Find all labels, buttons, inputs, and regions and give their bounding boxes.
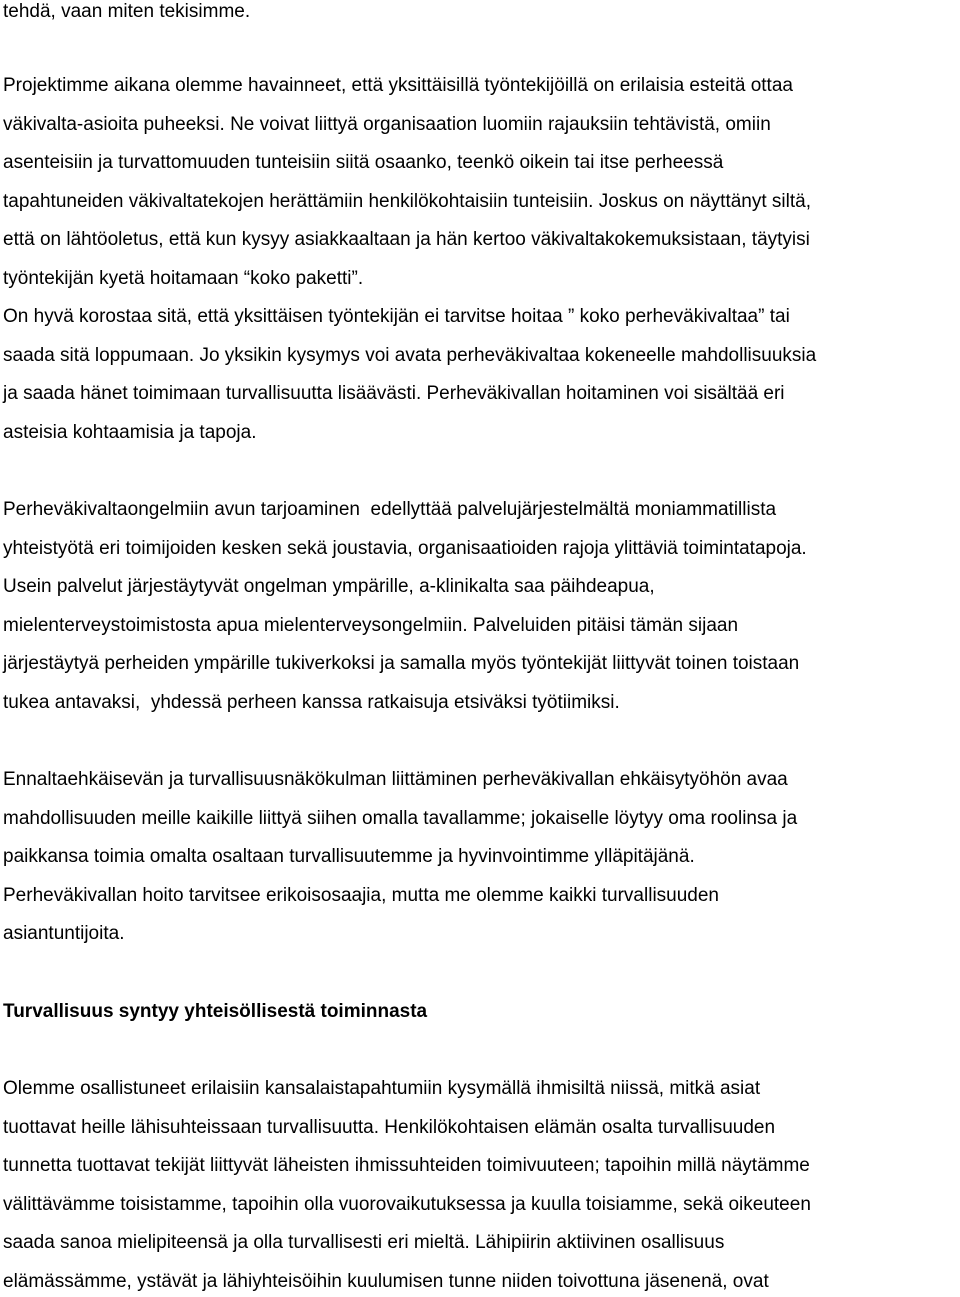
text-line: mahdollisuuden meille kaikille liittyä siihen omalla tavallamme; jokaiselle löytyy oma roolinsa ja <box>3 808 798 829</box>
text-line: paikkansa toimia omalta osaltaan turvallisuutemme ja hyvinvointimme ylläpitäjänä. <box>3 846 695 867</box>
text-line: väkivalta-asioita puheeksi. Ne voivat liittyä organisaation luomiin rajauksiin tehtävistä, omiin <box>3 114 771 135</box>
text-line: saada sitä loppumaan. Jo yksikin kysymys voi avata perheväkivaltaa kokeneelle mahdollisuuksia <box>3 345 817 366</box>
text-line: välittävämme toisistamme, tapoihin olla vuorovaikutuksessa ja kuulla toisiamme, sekä oikeuteen <box>3 1194 811 1215</box>
text-line: mielenterveystoimistosta apua mielenterveysongelmiin. Palveluiden pitäisi tämän sijaan <box>3 615 739 636</box>
text-line: Perheväkivaltaongelmiin avun tarjoaminen edellyttää palvelujärjestelmältä moniammatillista <box>3 499 777 520</box>
text-line: elämässämme, ystävät ja lähiyhteisöihin kuulumisen tunne niiden toivottuna jäsenenä, ovat <box>3 1271 769 1292</box>
text-line: asenteisiin ja turvattomuuden tunteisiin siitä osaanko, teenkö oikein tai itse perheessä <box>3 152 724 173</box>
text-line: On hyvä korostaa sitä, että yksittäisen työntekijän ei tarvitse hoitaa ” koko perheväkivaltaa” tai <box>3 306 790 327</box>
text-line: Olemme osallistuneet erilaisiin kansalaistapahtumiin kysymällä ihmisiltä niissä, mitkä asiat <box>3 1078 761 1099</box>
text-line: tukea antavaksi, yhdessä perheen kanssa ratkaisuja etsiväksi työtiimiksi. <box>3 692 620 713</box>
text-line: yhteistyötä eri toimijoiden kesken sekä joustavia, organisaatioiden rajoja ylittäviä toimintatapoja. <box>3 538 807 559</box>
text-line: järjestäytyä perheiden ympärille tukiverkoksi ja samalla myös työntekijät liittyvät toinen toistaan <box>3 653 800 674</box>
text-line: saada sanoa mielipiteensä ja olla turvallisesti eri mieltä. Lähipiirin aktiivinen osallisuus <box>3 1232 725 1253</box>
text-line: että on lähtöoletus, että kun kysyy asiakkaaltaan ja hän kertoo väkivaltakokemuksistaan, täytyisi <box>3 229 810 250</box>
text-line: Projektimme aikana olemme havainneet, että yksittäisillä työntekijöillä on erilaisia esteitä ottaa <box>3 75 793 96</box>
text-line: tunnetta tuottavat tekijät liittyvät läheisten ihmissuhteiden toimivuuteen; tapoihin millä näytämme <box>3 1155 810 1176</box>
section-heading: Turvallisuus syntyy yhteisöllisestä toiminnasta <box>3 1001 428 1022</box>
text-line: ja saada hänet toimimaan turvallisuutta lisäävästi. Perheväkivallan hoitaminen voi sisältää eri <box>3 383 785 404</box>
text-line: työntekijän kyetä hoitamaan “koko paketti”. <box>3 268 364 289</box>
text-line: tehdä, vaan miten tekisimme. <box>3 1 251 22</box>
text-line: tuottavat heille lähisuhteissaan turvallisuutta. Henkilökohtaisen elämän osalta turvallisuuden <box>3 1117 776 1138</box>
text-line: Ennaltaehkäisevän ja turvallisuusnäkökulman liittäminen perheväkivallan ehkäisytyöhön avaa <box>3 769 788 790</box>
text-line: Perheväkivallan hoito tarvitsee erikoisosaajia, mutta me olemme kaikki turvallisuuden <box>3 885 719 906</box>
text-line: Usein palvelut järjestäytyvät ongelman ympärille, a-klinikalta saa päihdeapua, <box>3 576 655 597</box>
text-line: asteisia kohtaamisia ja tapoja. <box>3 422 257 443</box>
text-line: asiantuntijoita. <box>3 923 125 944</box>
text-line: tapahtuneiden väkivaltatekojen herättämiin henkilökohtaisiin tunteisiin. Joskus on näyttänyt siltä, <box>3 191 811 212</box>
